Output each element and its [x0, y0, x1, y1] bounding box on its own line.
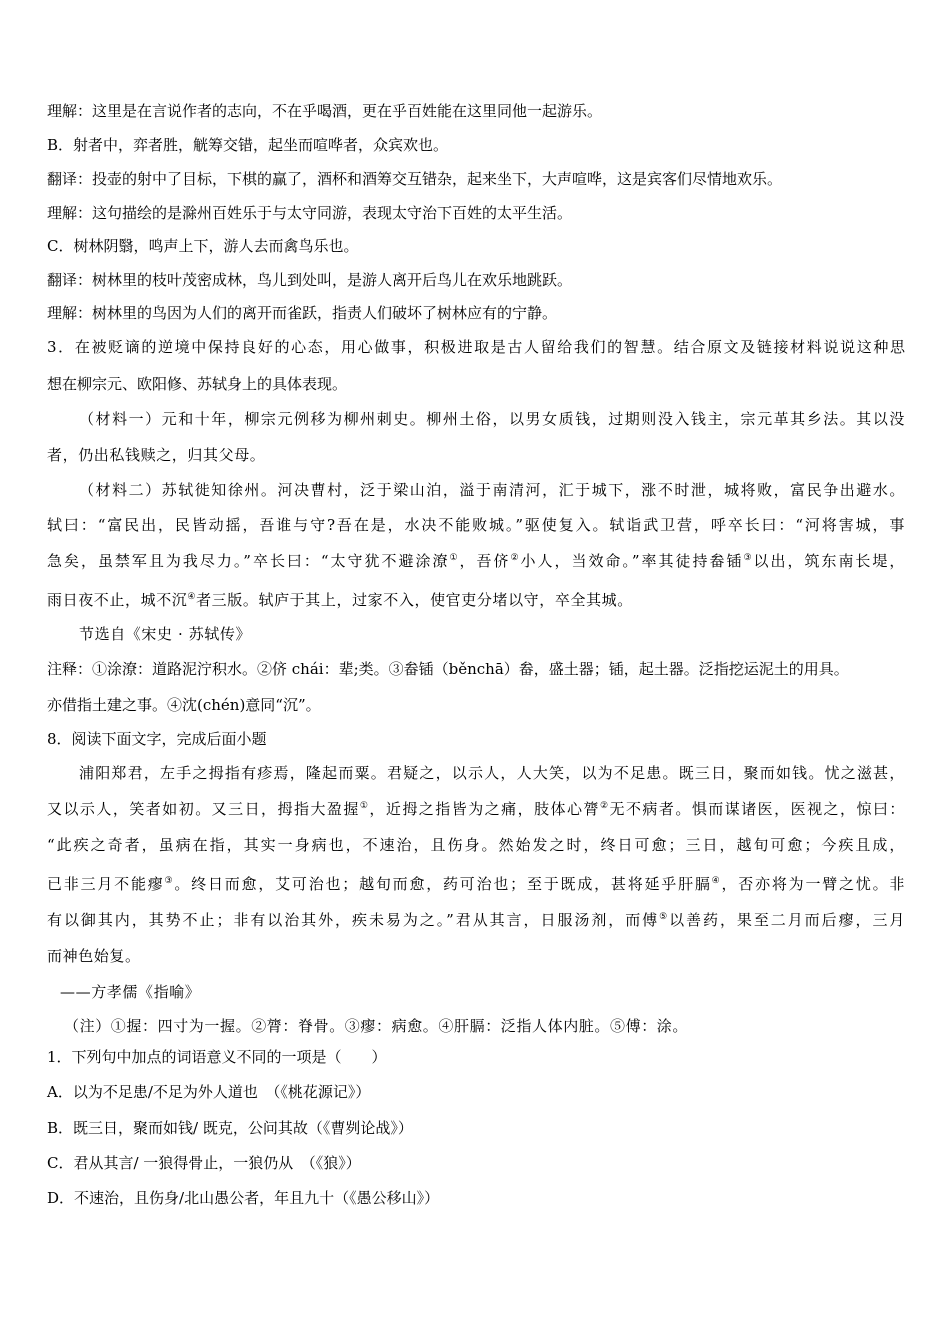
- footnote-marker: ④: [187, 592, 197, 602]
- source-citation: 节选自《宋史 · 苏轼传》: [79, 625, 252, 643]
- text-line: 理解：这里是在言说作者的志向，不在乎喝酒，更在乎百姓能在这里同他一起游乐。: [47, 102, 603, 120]
- annotation: （注）①握：四寸为一握。②膂：脊骨。③瘳：病愈。④肝膈：泛指人体内脏。⑤傅：涂。: [64, 1017, 689, 1035]
- source-citation: ——方孝儒《指喻》: [60, 983, 201, 1001]
- footnote-marker: ②: [599, 801, 610, 811]
- question-3: 3．在被贬谪的逆境中保持良好的心态，用心做事，积极进取是古人留给我们的智慧。结合原文及链接材料说说这种思: [47, 338, 905, 356]
- footnote-marker: ②: [510, 553, 521, 563]
- passage-line: 已非三月不能瘳③。终日而愈，艾可治也；越旬而愈，药可治也；至于既成，甚将延乎肝膈④，否亦将为一臂之忧。非: [47, 875, 906, 893]
- passage-line: 而神色始复。: [47, 947, 141, 965]
- text-line: 急矣，虽禁军且为我尽力。”卒长曰：“太守犹不避涂潦①，吾侪②小人，当效命。”率其徒持畚锸③以出，筑东南长堤，: [47, 552, 906, 570]
- text-line: 理解：这句描绘的是滁州百姓乐于与太守同游，表现太守治下百姓的太平生活。: [47, 204, 573, 222]
- material-one: （材料一）元和十年，柳宗元例移为柳州刺史。柳州土俗，以男女质钱，过期则没入钱主，宗元革其乡法。其以没: [79, 410, 905, 428]
- footnote-marker: ④: [711, 876, 722, 886]
- footnote-marker: ①: [449, 553, 460, 563]
- text-line: 翻译：树林里的枝叶茂密成林，鸟儿到处叫，是游人离开后鸟儿在欢乐地跳跃。: [47, 271, 573, 289]
- text-line: 轼曰：“富民出，民皆动摇，吾谁与守?吾在是，水决不能败城。”驱使复入。轼诣武卫营，呼卒长曰：“河将害城，事: [47, 516, 905, 534]
- passage-line: 浦阳郑君，左手之拇指有疹焉，隆起而粟。君疑之，以示人，人大笑，以为不足患。既三日，聚而如钱。忧之滋甚，: [79, 764, 905, 782]
- option-b: B．既三日，聚而如钱/ 既克，公问其故（《曹刿论战》）: [47, 1119, 413, 1137]
- text-line: 亦借指土建之事。④沈(chén)意同“沉”。: [47, 696, 321, 714]
- option-c: C．树林阴翳，鸣声上下，游人去而禽鸟乐也。: [47, 237, 359, 255]
- footnote-marker: ③: [743, 553, 754, 563]
- footnote-marker: ⑤: [659, 912, 670, 922]
- passage-line: 又以示人，笑者如初。又三日，拇指大盈握①，近拇之指皆为之痛，肢体心膂②无不病者。惧而谋诸医，医视之，惊曰：: [47, 800, 906, 818]
- option-b: B．射者中，弈者胜，觥筹交错，起坐而喧哗者，众宾欢也。: [47, 136, 449, 154]
- text-line: 理解：树林里的鸟因为人们的离开而雀跃，指责人们破坏了树林应有的宁静。: [47, 304, 558, 322]
- option-c: C．君从其言/ 一狼得骨止，一狼仍从 （《狼》）: [47, 1154, 361, 1172]
- passage-line: 有以御其内，其势不止；非有以治其外，疾未易为之。”君从其言，日服汤剂，而傅⑤以善药，果至二月而后瘳，三月: [47, 911, 905, 929]
- material-two: （材料二）苏轼徙知徐州。河决曹村，泛于梁山泊，溢于南清河，汇于城下，涨不时泄，城将败，富民争出避水。: [79, 481, 905, 499]
- text-line: 翻译：投壶的射中了目标，下棋的赢了，酒杯和酒筹交互错杂，起来坐下，大声喧哗，这是宾客们尽情地欢乐。: [47, 170, 783, 188]
- annotation: 注释：①涂潦：道路泥泞积水。②侪 chái：辈;类。③畚锸（běnchā）畚，盛土器；锸，起土器。泛指挖运泥土的用具。: [47, 660, 849, 678]
- footnote-marker: ①: [359, 801, 370, 811]
- text-line: 者，仍出私钱赎之，归其父母。: [47, 446, 266, 464]
- option-a: A．以为不足患/不足为外人道也 （《桃花源记》）: [47, 1083, 371, 1101]
- question-1: 1．下列句中加点的词语意义不同的一项是（ ）: [47, 1048, 387, 1066]
- option-d: D．不速治，且伤身/北山愚公者，年且九十（《愚公移山》）: [47, 1189, 440, 1207]
- passage-line: “此疾之奇者，虽病在指，其实一身病也，不速治，且伤身。然始发之时，终日可愈；三日，越旬可愈；今疾且成，: [47, 836, 905, 854]
- question-8: 8．阅读下面文字，完成后面小题: [47, 730, 267, 748]
- text-line: 雨日夜不止，城不沉④者三版。轼庐于其上，过家不入，使官吏分堵以守，卒全其城。: [47, 591, 633, 609]
- text-line: 想在柳宗元、欧阳修、苏轼身上的具体表现。: [47, 375, 348, 393]
- footnote-marker: ③: [164, 876, 175, 886]
